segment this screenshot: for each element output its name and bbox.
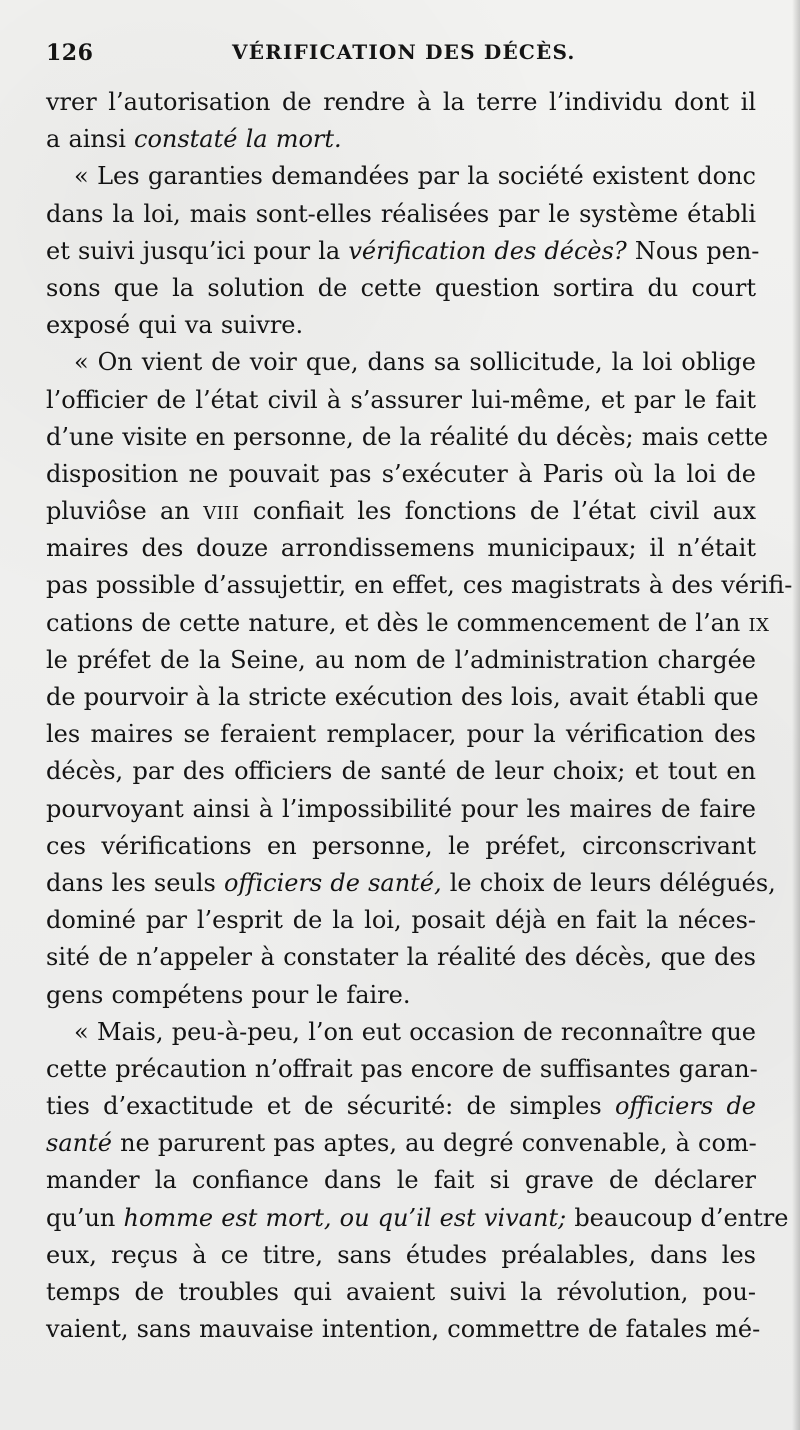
italic-text: homme est mort, ou qu’il est vivant;	[123, 1203, 567, 1232]
text-segment: les maires se feraient remplacer, pour la vérification des	[46, 720, 756, 749]
text-line	[46, 382, 756, 419]
text-segment: sité de n’appeler à constater la réalité des décès, que des	[46, 943, 756, 972]
text-line	[46, 530, 756, 567]
text-line	[46, 158, 756, 195]
italic-text: santé	[46, 1129, 112, 1158]
text-segment: mander la confiance dans le fait si grave de déclarer	[46, 1166, 756, 1195]
text-line	[46, 493, 756, 530]
text-segment: beaucoup d’entre	[566, 1203, 789, 1232]
italic-text: officiers de santé,	[224, 868, 442, 897]
body-text	[46, 84, 793, 1348]
text-line	[46, 84, 756, 121]
text-segment: exposé qui va suivre.	[46, 311, 304, 340]
text-line	[46, 1274, 756, 1311]
text-segment: eux, reçus à ce titre, sans études préalables, dans les	[46, 1240, 756, 1269]
text-segment: « Les garanties demandées par la société existent donc	[74, 162, 756, 191]
text-line	[46, 865, 776, 902]
page-header	[46, 40, 754, 80]
text-segment: d’une visite en personne, de la réalité du décès; mais cette	[46, 422, 769, 451]
text-line	[46, 1200, 789, 1237]
text-line	[46, 196, 756, 233]
text-line	[46, 1014, 756, 1051]
text-line	[46, 1162, 756, 1199]
text-segment: confiait les fonctions de l’état civil aux	[239, 497, 756, 526]
italic-text: officiers de	[614, 1092, 757, 1121]
text-line	[46, 270, 756, 307]
page-number: 126	[46, 40, 94, 66]
text-segment: maires des douze arrondissemens municipaux; il n’était	[46, 534, 756, 563]
text-line	[46, 233, 760, 270]
text-segment: ties d’exactitude et de sécurité: de simples	[46, 1092, 615, 1121]
text-segment: gens compétens pour le faire.	[46, 980, 411, 1009]
text-line	[46, 307, 756, 344]
small-caps-numeral: IX	[748, 614, 770, 636]
text-segment: vaient, sans mauvaise intention, commettre de fatales mé-	[46, 1315, 761, 1344]
text-segment: ces vérifications en personne, le préfet, circonscrivant	[46, 831, 756, 860]
text-segment: pourvoyant ainsi à l’impossibilité pour les maires de faire	[46, 794, 756, 823]
text-segment: « On vient de voir que, dans sa sollicitude, la loi oblige	[74, 348, 756, 377]
text-line	[46, 753, 756, 790]
text-segment: temps de troubles qui avaient suivi la révolution, pou-	[46, 1278, 756, 1306]
italic-text: constaté la mort.	[134, 125, 342, 154]
text-line	[46, 642, 756, 679]
text-segment: qu’un	[46, 1203, 124, 1232]
text-line	[46, 1237, 756, 1274]
italic-text: vérification des décès?	[348, 236, 627, 265]
text-segment: de pourvoir à la stricte exécution des lois, avait établi que	[46, 683, 759, 711]
text-segment: cations de cette nature, et dès le commencement de l’an	[46, 608, 749, 637]
text-segment: cette précaution n’offrait pas encore de suffisantes garan-	[46, 1054, 758, 1083]
text-line	[46, 902, 756, 939]
text-line	[46, 121, 756, 158]
text-line	[46, 419, 769, 456]
text-segment: pas possible d’assujettir, en effet, ces magistrats à des vérifi-	[46, 571, 793, 600]
text-segment: « Mais, peu-à-peu, l’on eut occasion de reconnaître que	[74, 1017, 756, 1046]
text-segment: Nous pen-	[626, 236, 760, 265]
text-segment: ne parurent pas aptes, au degré convenable, à com-	[111, 1129, 757, 1158]
text-segment: dans les seuls	[46, 868, 224, 897]
text-segment: le préfet de la Seine, au nom de l’administration chargée	[46, 645, 756, 674]
small-caps-numeral: VIII	[203, 503, 240, 525]
text-line	[46, 977, 756, 1014]
text-segment: disposition ne pouvait pas s’exécuter à Paris où la loi de	[46, 459, 756, 488]
text-segment: dominé par l’esprit de la loi, posait déjà en fait la néces-	[46, 906, 756, 935]
text-line	[46, 456, 756, 493]
page-edge-shadow	[792, 0, 800, 1430]
text-segment: et suivi jusqu’ici pour la	[46, 236, 349, 265]
text-line	[46, 567, 793, 604]
text-segment: pluviôse an	[46, 497, 204, 526]
text-line	[46, 679, 759, 716]
text-line	[46, 605, 770, 642]
text-segment: décès, par des officiers de santé de leur choix; et tout en	[46, 757, 756, 786]
text-line	[46, 828, 756, 865]
text-line	[46, 716, 756, 753]
text-line	[46, 1051, 756, 1088]
text-line	[46, 791, 756, 828]
text-line	[46, 939, 756, 976]
text-segment: l’officier de l’état civil à s’assurer lui-même, et par le fait	[46, 385, 756, 414]
text-segment: sons que la solution de cette question sortira du court	[46, 273, 756, 302]
text-line	[46, 1125, 756, 1162]
text-line	[46, 1088, 756, 1125]
text-segment: dans la loi, mais sont-elles réalisées par le système établi	[46, 199, 756, 228]
text-segment: le choix de leurs délégués,	[441, 868, 776, 897]
text-line	[46, 344, 756, 381]
text-line	[46, 1311, 761, 1348]
text-segment: a ainsi	[46, 125, 134, 154]
text-segment: vrer l’autorisation de rendre à la terre l’individu dont il	[46, 88, 756, 116]
running-title: VÉRIFICATION DES DÉCÈS.	[232, 40, 576, 64]
